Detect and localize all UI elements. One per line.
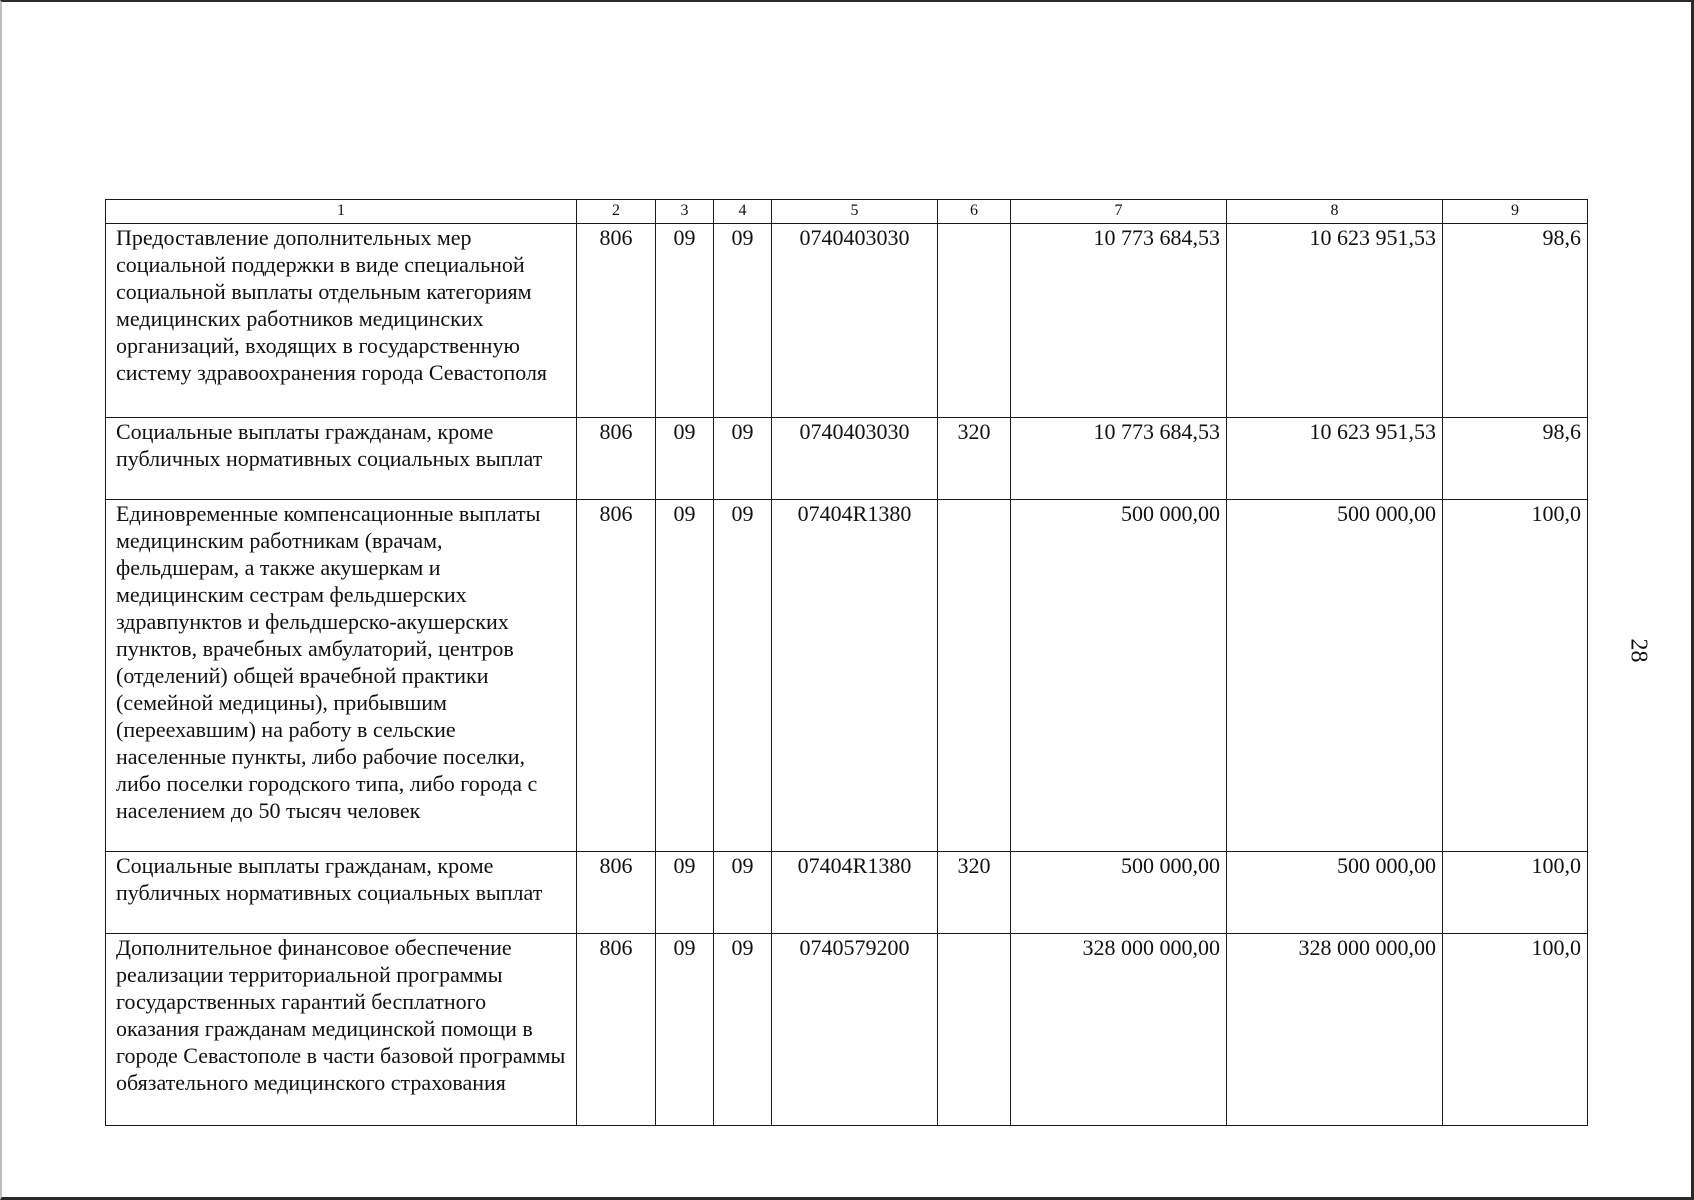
cell-amount-7: 500 000,00 [1011, 500, 1227, 852]
cell-code-4: 09 [714, 852, 772, 934]
cell-code-3: 09 [656, 224, 714, 418]
cell-amount-8: 10 623 951,53 [1227, 418, 1443, 500]
cell-amount-8: 10 623 951,53 [1227, 224, 1443, 418]
cell-code-2: 806 [577, 224, 656, 418]
cell-percent-9: 100,0 [1443, 934, 1588, 1126]
column-number: 6 [938, 200, 1011, 224]
cell-code-5: 0740403030 [772, 418, 938, 500]
cell-code-4: 09 [714, 934, 772, 1126]
cell-percent-9: 100,0 [1443, 852, 1588, 934]
cell-code-3: 09 [656, 500, 714, 852]
page-number: 28 [1625, 638, 1652, 663]
column-number: 7 [1011, 200, 1227, 224]
cell-amount-8: 500 000,00 [1227, 500, 1443, 852]
cell-code-4: 09 [714, 224, 772, 418]
column-number: 9 [1443, 200, 1588, 224]
column-number: 5 [772, 200, 938, 224]
column-number: 1 [106, 200, 577, 224]
column-number: 3 [656, 200, 714, 224]
row-name: Социальные выплаты гражданам, кроме публичных нормативных социальных выплат [106, 418, 577, 500]
cell-code-2: 806 [577, 852, 656, 934]
cell-code-5: 07404R1380 [772, 852, 938, 934]
cell-percent-9: 100,0 [1443, 500, 1588, 852]
table-row [106, 500, 1588, 852]
cell-code-5: 0740579200 [772, 934, 938, 1126]
column-number: 2 [577, 200, 656, 224]
row-name: Дополнительное финансовое обеспечение реализации территориальной программы государственных гарантий бесплатного оказания гражданам медицинской помощи в городе Севастополе в части базовой программы обязательного медицинского страхования [106, 934, 577, 1126]
cell-amount-8: 500 000,00 [1227, 852, 1443, 934]
cell-amount-7: 10 773 684,53 [1011, 224, 1227, 418]
cell-code-6 [938, 500, 1011, 852]
cell-code-3: 09 [656, 852, 714, 934]
cell-code-6 [938, 224, 1011, 418]
cell-code-4: 09 [714, 500, 772, 852]
cell-code-6: 320 [938, 852, 1011, 934]
cell-code-2: 806 [577, 500, 656, 852]
column-number: 4 [714, 200, 772, 224]
row-name: Предоставление дополнительных мер социальной поддержки в виде специальной социальной выплаты отдельным категориям медицинских работников медицинских организаций, входящих в государственную систему здравоохранения города Севастополя [106, 224, 577, 418]
cell-amount-7: 10 773 684,53 [1011, 418, 1227, 500]
cell-code-5: 0740403030 [772, 224, 938, 418]
cell-code-3: 09 [656, 418, 714, 500]
cell-code-6: 320 [938, 418, 1011, 500]
cell-code-2: 806 [577, 934, 656, 1126]
table-row [106, 224, 1588, 418]
row-name: Социальные выплаты гражданам, кроме публичных нормативных социальных выплат [106, 852, 577, 934]
cell-percent-9: 98,6 [1443, 418, 1588, 500]
budget-table [105, 199, 1588, 1126]
cell-code-2: 806 [577, 418, 656, 500]
row-name: Единовременные компенсационные выплаты медицинским работникам (врачам, фельдшерам, а также акушеркам и медицинским сестрам фельдшерских здравпунктов и фельдшерско-акушерских пунктов, врачебных амбулаторий, центров (отделений) общей врачебной практики (семейной медицины), прибывшим (переехавшим) на работу в сельские населенные пункты, либо рабочие поселки, либо поселки городского типа, либо города с населением до 50 тысяч человек [106, 500, 577, 852]
cell-percent-9: 98,6 [1443, 224, 1588, 418]
cell-amount-7: 328 000 000,00 [1011, 934, 1227, 1126]
table-row [106, 934, 1588, 1126]
cell-code-6 [938, 934, 1011, 1126]
cell-amount-7: 500 000,00 [1011, 852, 1227, 934]
table-row [106, 852, 1588, 934]
cell-code-5: 07404R1380 [772, 500, 938, 852]
column-number: 8 [1227, 200, 1443, 224]
cell-amount-8: 328 000 000,00 [1227, 934, 1443, 1126]
cell-code-3: 09 [656, 934, 714, 1126]
column-number-row [106, 200, 1588, 224]
table-row [106, 418, 1588, 500]
cell-code-4: 09 [714, 418, 772, 500]
